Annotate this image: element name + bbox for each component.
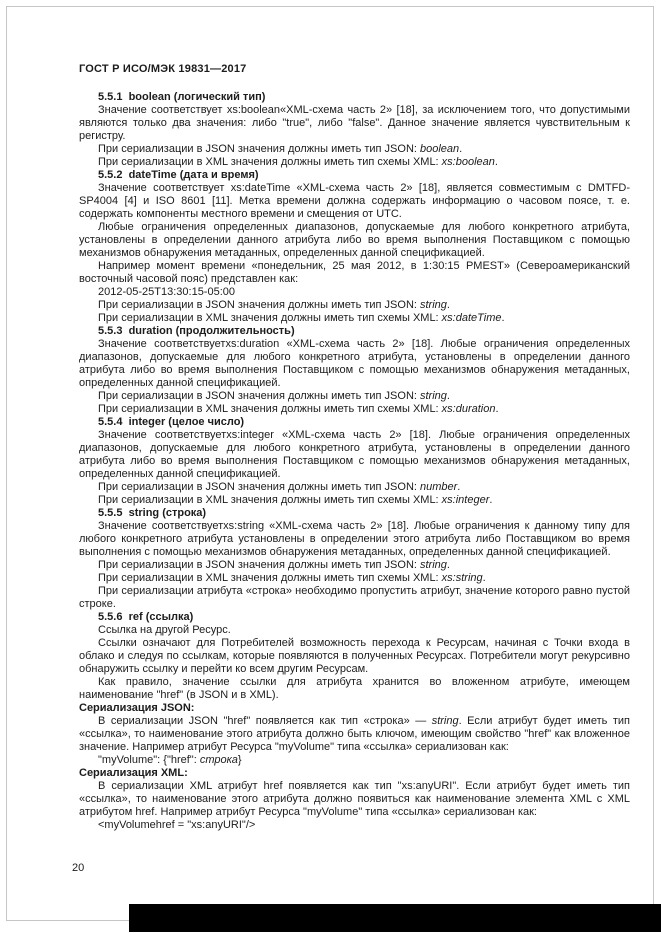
- text-run: .: [446, 390, 450, 402]
- text-run: При сериализации в JSON значения должны иметь тип JSON:: [98, 299, 420, 311]
- text-run: 5.5.6 ref (ссылка): [98, 611, 194, 623]
- paragraph: [79, 624, 630, 637]
- paragraph: [79, 754, 630, 767]
- text-run: 5.5.3 duration (продолжительность): [98, 325, 295, 337]
- paragraph: [79, 390, 630, 403]
- paragraph: [79, 676, 630, 702]
- page-content: [79, 63, 630, 832]
- text-run: string: [431, 715, 459, 727]
- text-run: Любые ограничения определенных диапазонов, допускаемые для любого конкретного атрибута, установлены в определении данного атрибута либо во время выполнения Поставщиком с помощью механизмов обнаружения метаданных, определенных данной спецификацией.: [79, 221, 630, 259]
- text-run: .: [457, 481, 461, 493]
- text-run: xs:string: [441, 572, 483, 584]
- section-heading: [79, 611, 630, 624]
- text-run: string: [420, 559, 447, 571]
- text-run: Значение соответствует xs:boolean«XML-схема часть 2» [18], за исключением того, что допустимыми являются только два значения: либо "true", либо "false". Данное значение является чувствительным к регистру.: [79, 104, 630, 142]
- section-heading: [79, 507, 630, 520]
- paragraph: [79, 780, 630, 819]
- section-heading: [79, 767, 630, 780]
- text-run: 5.5.1 boolean (логический тип): [98, 91, 266, 103]
- text-run: Как правило, значение ссылки для атрибута хранится во вложенном атрибуте, имеющем наименование "href" (в JSON и в XML).: [79, 676, 630, 701]
- text-run: 5.5.5 string (строка): [98, 507, 207, 519]
- text-run: При сериализации в XML значения должны иметь тип схемы XML:: [98, 572, 442, 584]
- text-run: При сериализации в JSON значения должны иметь тип JSON:: [98, 559, 420, 571]
- paragraph: [79, 104, 630, 143]
- text-run: 5.5.2 dateTime (дата и время): [98, 169, 259, 181]
- text-run: При сериализации в JSON значения должны иметь тип JSON:: [98, 390, 420, 402]
- text-run: }: [237, 754, 242, 766]
- text-run: При сериализации в XML значения должны иметь тип схемы XML:: [98, 156, 442, 168]
- text-run: Значение соответствуетxs:duration «XML-схема часть 2» [18]. Любые ограничения определенных диапазонов, допускаемые для любого конкретного атрибута, установлены в определении данного атрибута либо во время выполнения Поставщиком с помощью механизмов обнаружения метаданных, определенных данной спецификацией.: [79, 338, 630, 389]
- text-run: . Если атрибут будет иметь тип «ссылка», то наименование этого атрибута должно быть ключом, имеющим свойство "href" как вложенное значение. Например атрибут Ресурса "myVolume" типа «ссылка» сериализован как:: [79, 715, 630, 753]
- section-heading: [79, 91, 630, 104]
- paragraph: [79, 520, 630, 559]
- text-run: 2012-05-25T13:30:15-05:00: [98, 286, 235, 298]
- paragraph: [79, 572, 630, 585]
- paragraph: [79, 286, 630, 299]
- text-run: В сериализации JSON "href" появляется как тип «строка» —: [98, 715, 432, 727]
- paragraph: [79, 338, 630, 390]
- text-run: Значение соответствуетxs:integer «XML-схема часть 2» [18]. Любые ограничения определенных диапазонов, допускаемые для любого конкретного атрибута, установлены в определении данного атрибута либо во время выполнения Поставщиком с помощью механизмов обнаружения метаданных, определенных данной спецификацией.: [79, 429, 630, 480]
- paragraph: [79, 585, 630, 611]
- document-header: ГОСТ Р ИСО/МЭК 19831—2017: [79, 63, 247, 75]
- text-run: строка: [199, 754, 238, 766]
- document-page: [6, 6, 654, 921]
- text-run: Например момент времени «понедельник, 25 мая 2012, в 1:30:15 PMEST» (Североамериканский восточный часовой пояс) представлен как:: [79, 260, 630, 285]
- paragraph: [79, 819, 630, 832]
- text-run: .: [501, 312, 505, 324]
- scan-artifact-bar: [129, 904, 661, 932]
- paragraph: [79, 221, 630, 260]
- text-run: .: [446, 299, 450, 311]
- paragraph: [79, 637, 630, 676]
- paragraph: [79, 312, 630, 325]
- section-heading: [79, 702, 630, 715]
- paragraph: [79, 182, 630, 221]
- text-run: .: [495, 403, 499, 415]
- text-run: xs:dateTime: [441, 312, 502, 324]
- section-heading: [79, 169, 630, 182]
- text-run: .: [482, 572, 486, 584]
- text-run: "myVolume": {"href":: [98, 754, 200, 766]
- text-run: При сериализации в XML значения должны иметь тип схемы XML:: [98, 494, 442, 506]
- paragraph: [79, 156, 630, 169]
- paragraph: [79, 260, 630, 286]
- text-run: При сериализации в JSON значения должны иметь тип JSON:: [98, 481, 420, 493]
- text-run: string: [420, 390, 447, 402]
- section-heading: [79, 416, 630, 429]
- text-run: При сериализации в JSON значения должны иметь тип JSON:: [98, 143, 420, 155]
- text-run: При сериализации атрибута «строка» необходимо пропустить атрибут, значение которого равно пустой строке.: [79, 585, 630, 610]
- text-run: number: [420, 481, 458, 493]
- text-run: При сериализации в XML значения должны иметь тип схемы XML:: [98, 312, 442, 324]
- paragraph: [79, 481, 630, 494]
- paragraph: [79, 143, 630, 156]
- text-run: xs:boolean: [441, 156, 495, 168]
- section-heading: [79, 325, 630, 338]
- text-run: Сериализация JSON:: [79, 702, 195, 714]
- text-run: .: [459, 143, 463, 155]
- text-run: .: [494, 156, 498, 168]
- text-run: При сериализации в XML значения должны иметь тип схемы XML:: [98, 403, 442, 415]
- text-run: <myVolumehref = "xs:anyURI"/>: [98, 819, 256, 831]
- text-run: Сериализация XML:: [79, 767, 188, 779]
- paragraph: [79, 494, 630, 507]
- text-run: Ссылка на другой Ресурс.: [98, 624, 231, 636]
- text-run: 5.5.4 integer (целое число): [98, 416, 245, 428]
- text-run: xs:duration: [441, 403, 496, 415]
- page-number: 20: [72, 862, 85, 874]
- document-body: [79, 91, 630, 832]
- text-run: .: [489, 494, 493, 506]
- text-run: boolean: [420, 143, 460, 155]
- paragraph: [79, 403, 630, 416]
- paragraph: [79, 299, 630, 312]
- text-run: xs:integer: [441, 494, 490, 506]
- text-run: Ссылки означают для Потребителей возможность перехода к Ресурсам, начиная с Точки входа в облако и следуя по ссылкам, которые появляются в полученных Ресурсах. Потребители могут рекурсивно обнаружить ссылку и перейти ко всем другим Ресурсам.: [79, 637, 630, 675]
- paragraph: [79, 559, 630, 572]
- text-run: string: [420, 299, 447, 311]
- text-run: .: [446, 559, 450, 571]
- text-run: Значение соответствует xs:dateTime «XML-схема часть 2» [18], является совместимым с DMTFD-SP4004 [4] и ISO 8601 [11]. Метка времени должна содержать информацию о часовом поясе, т. е. содержать компоненты местного времени и смещения от UTC.: [79, 182, 630, 220]
- paragraph: [79, 715, 630, 754]
- text-run: В сериализации XML атрибут href появляется как тип "xs:anyURI". Если атрибут будет иметь тип «ссылка», то наименование этого атрибута должно появиться как наименование элемента XML с XML атрибутом href. Например атрибут Ресурса "myVolume" типа «ссылка» сериализован как:: [79, 780, 630, 818]
- text-run: Значение соответствуетxs:string «XML-схема часть 2» [18]. Любые ограничения к данному типу для любого конкретного атрибута установлены в определении этого атрибута либо Поставщиком во время выполнения с помощью механизмов обнаружения метаданных, определенных данной спецификацией.: [79, 520, 630, 558]
- paragraph: [79, 429, 630, 481]
